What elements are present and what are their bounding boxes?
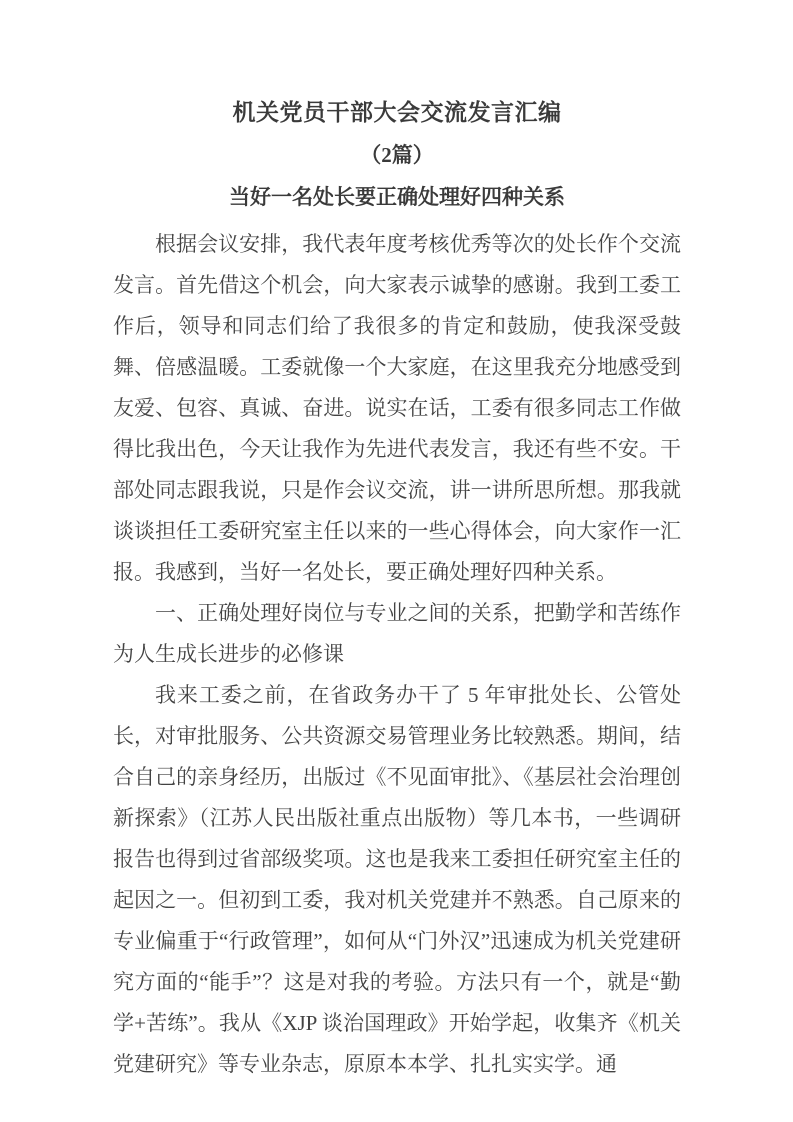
document-article-count: （2篇） bbox=[360, 143, 434, 167]
paragraph-section-heading: 一、正确处理好岗位与专业之间的关系，把勤学和苦练作为人生成长进步的必修课 bbox=[113, 601, 681, 666]
paragraph-section-body: 我来工委之前，在省政务办干了 5 年审批处长、公管处长，对审批服务、公共资源交易管理业务比较熟悉。期间，结合自己的亲身经历，出版过《不见面审批》、《基层社会治理创新探索》（江苏人民出版社重点出版物）等几本书，一些调研报告也得到过省部级奖项。这也是我来工委担任研究室主任的起因之一。但初到工委，我对机关党建并不熟悉。自己原来的专业偏重于“行政管理”，如何从“门外汉”迅速成为机关党建研究方面的“能手”？这是对我的考验。方法只有一个，就是“勤学+苦练”。我从《XJP 谈治国理政》开始学起，收集齐《机关党建研究》等专业杂志，原原本本学、扎扎实实学。通 bbox=[113, 683, 681, 1076]
paragraph-intro: 根据会议安排，我代表年度考核优秀等次的处长作个交流发言。首先借这个机会，向大家表示诚挚的感谢。我到工委工作后，领导和同志们给了我很多的肯定和鼓励，使我深受鼓舞、倍感温暖。工委就像一个大家庭，在这里我充分地感受到友爱、包容、真诚、奋进。说实在话，工委有很多同志工作做得比我出色，今天让我作为先进代表发言，我还有些不安。干部处同志跟我说，只是作会议交流，讲一讲所思所想。那我就谈谈担任工委研究室主任以来的一些心得体会，向大家作一汇报。我感到，当好一名处长，要正确处理好四种关系。 bbox=[113, 232, 681, 584]
article-body bbox=[113, 224, 681, 1085]
document-content bbox=[113, 98, 681, 1085]
article-title: 当好一名处长要正确处理好四种关系 bbox=[229, 185, 565, 209]
document-title: 机关党员干部大会交流发言汇编 bbox=[232, 100, 562, 125]
